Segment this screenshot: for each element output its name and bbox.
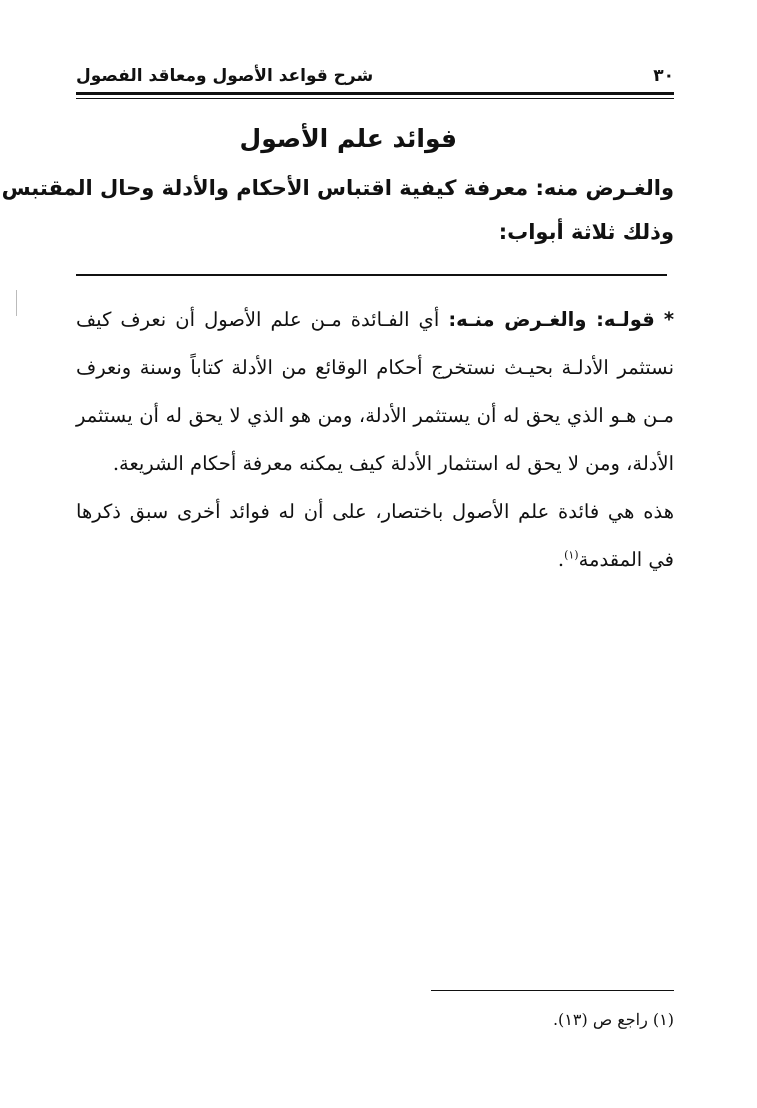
closing-period: . [557, 548, 565, 571]
matn-line-1: والغـرض منه: معرفة كيفية اقتباس الأحكام والأدلة وحال المقتبس [1, 176, 674, 200]
matn-separator-rule [76, 274, 667, 276]
commentary-line-6 [76, 536, 674, 584]
footnote: (١) راجع ص (١٣). [552, 1010, 674, 1029]
commentary-line-1 [76, 296, 674, 344]
commentary-text [76, 296, 674, 584]
header-rule-thin [76, 98, 674, 99]
section-heading: فوائد علم الأصول [239, 124, 457, 153]
footnote-reference[interactable]: (١) [564, 548, 579, 562]
page-number: ٣٠ [653, 66, 674, 86]
commentary-line-5: هذه هي فائدة علم الأصول باختصار، على أن له فوائد أخرى سبق ذكرها [76, 500, 674, 523]
commentary-line-1-text: أي الفـائدة مـن علم الأصول أن نعرف كيف [76, 308, 440, 331]
commentary-line-2: نستثمر الأدلـة بحيـث نستخرج أحكام الوقائع من الأدلة كتاباً وسنة ونعرف [76, 356, 674, 379]
commentary-line-4: الأدلة، ومن لا يحق له استثمار الأدلة كيف يمكنه معرفة أحكام الشريعة. [112, 452, 674, 475]
running-header [76, 62, 674, 90]
commentary-line-6-text: في المقدمة [578, 548, 674, 571]
scan-margin-mark [16, 290, 17, 316]
footnote-rule [431, 990, 674, 991]
matn-line-2: وذلك ثلاثة أبواب: [498, 220, 674, 244]
running-title: شرح قواعد الأصول ومعاقد الفصول [76, 66, 374, 86]
star-marker: * [663, 308, 675, 331]
matn-text [1, 166, 674, 254]
header-rule-thick [76, 92, 674, 95]
commentary-lead-phrase: قولـه: والغـرض منـه: [448, 308, 655, 331]
commentary-line-3: مـن هـو الذي يحق له أن يستثمر الأدلة، ومن هو الذي لا يحق له أن يستثمر [76, 404, 674, 427]
